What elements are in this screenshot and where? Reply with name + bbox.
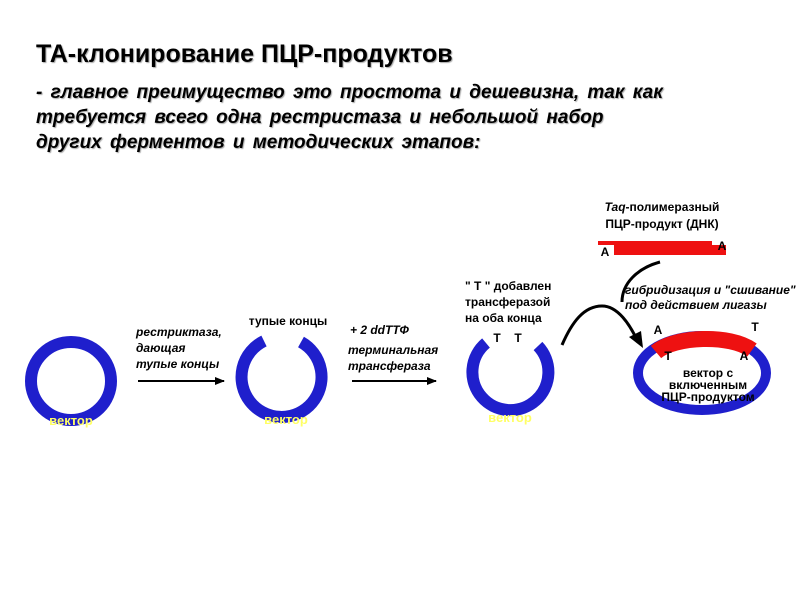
step2-label-line3: трансфераза xyxy=(348,359,431,373)
plasmid-recombinant xyxy=(638,320,766,410)
blunt-ends-label: тупые концы xyxy=(248,314,328,328)
t-overhang-left: T xyxy=(493,331,501,345)
t-overhang-right: T xyxy=(514,331,522,345)
pcr-product-line2: ПЦР-продукт (ДНК) xyxy=(605,217,719,231)
vector-label: вектор xyxy=(488,410,532,425)
t-end-left: T xyxy=(664,349,672,363)
plasmid-ring xyxy=(472,343,548,410)
ligation-label-line2: под действием лигазы xyxy=(625,298,767,312)
plasmid-ring xyxy=(242,341,322,417)
pcr-product-line1: Taq-полимеразный xyxy=(604,200,720,214)
step1-label-line2: дающая xyxy=(136,341,186,355)
vector-label: вектор xyxy=(264,412,308,427)
step1-label-line3: тупые концы xyxy=(136,357,220,371)
result-label-line3: ПЦР-продуктом xyxy=(661,390,755,404)
ligation-label-line1: гибридизация и "сшивание" xyxy=(625,283,796,297)
plasmid-t-overhang xyxy=(465,279,551,425)
step-restriction xyxy=(135,325,224,381)
t-end-right: T xyxy=(751,320,759,334)
result-label-line1: вектор с xyxy=(682,366,734,380)
step-transferase xyxy=(348,323,438,381)
t-added-line2: трансферазой xyxy=(465,295,551,309)
step2-label-line1: + 2 ddTТФ xyxy=(350,323,409,337)
pcr-strand-bottom xyxy=(614,245,726,255)
a-overhang-left: A xyxy=(600,245,610,259)
arrowhead-icon xyxy=(629,331,643,348)
a-end-right: A xyxy=(739,349,749,363)
plasmid-cut-blunt xyxy=(242,314,328,427)
vector-label: вектор xyxy=(49,413,93,428)
pcr-product xyxy=(598,200,727,259)
page-subtitle: - главное преимущество это простота и дешевизна, так как требуется всего одна рестристаза и небольшой набор других ферментов и методических этапов: xyxy=(36,82,663,153)
plasmid-intact xyxy=(31,342,111,428)
pcr-strand-top xyxy=(598,241,712,245)
t-added-line1: " T " добавлен xyxy=(465,279,552,293)
step2-label-line2: терминальная xyxy=(348,343,439,357)
plasmid-ring xyxy=(31,342,111,420)
t-added-line3: на оба конца xyxy=(465,311,542,325)
a-end-left: A xyxy=(653,323,663,337)
a-overhang-right: A xyxy=(717,239,727,253)
page-title: ТА-клонирование ПЦР-продуктов xyxy=(36,40,453,68)
result-label-line2: включенным xyxy=(668,378,748,392)
step1-label-line1: рестриктаза, xyxy=(136,325,222,339)
